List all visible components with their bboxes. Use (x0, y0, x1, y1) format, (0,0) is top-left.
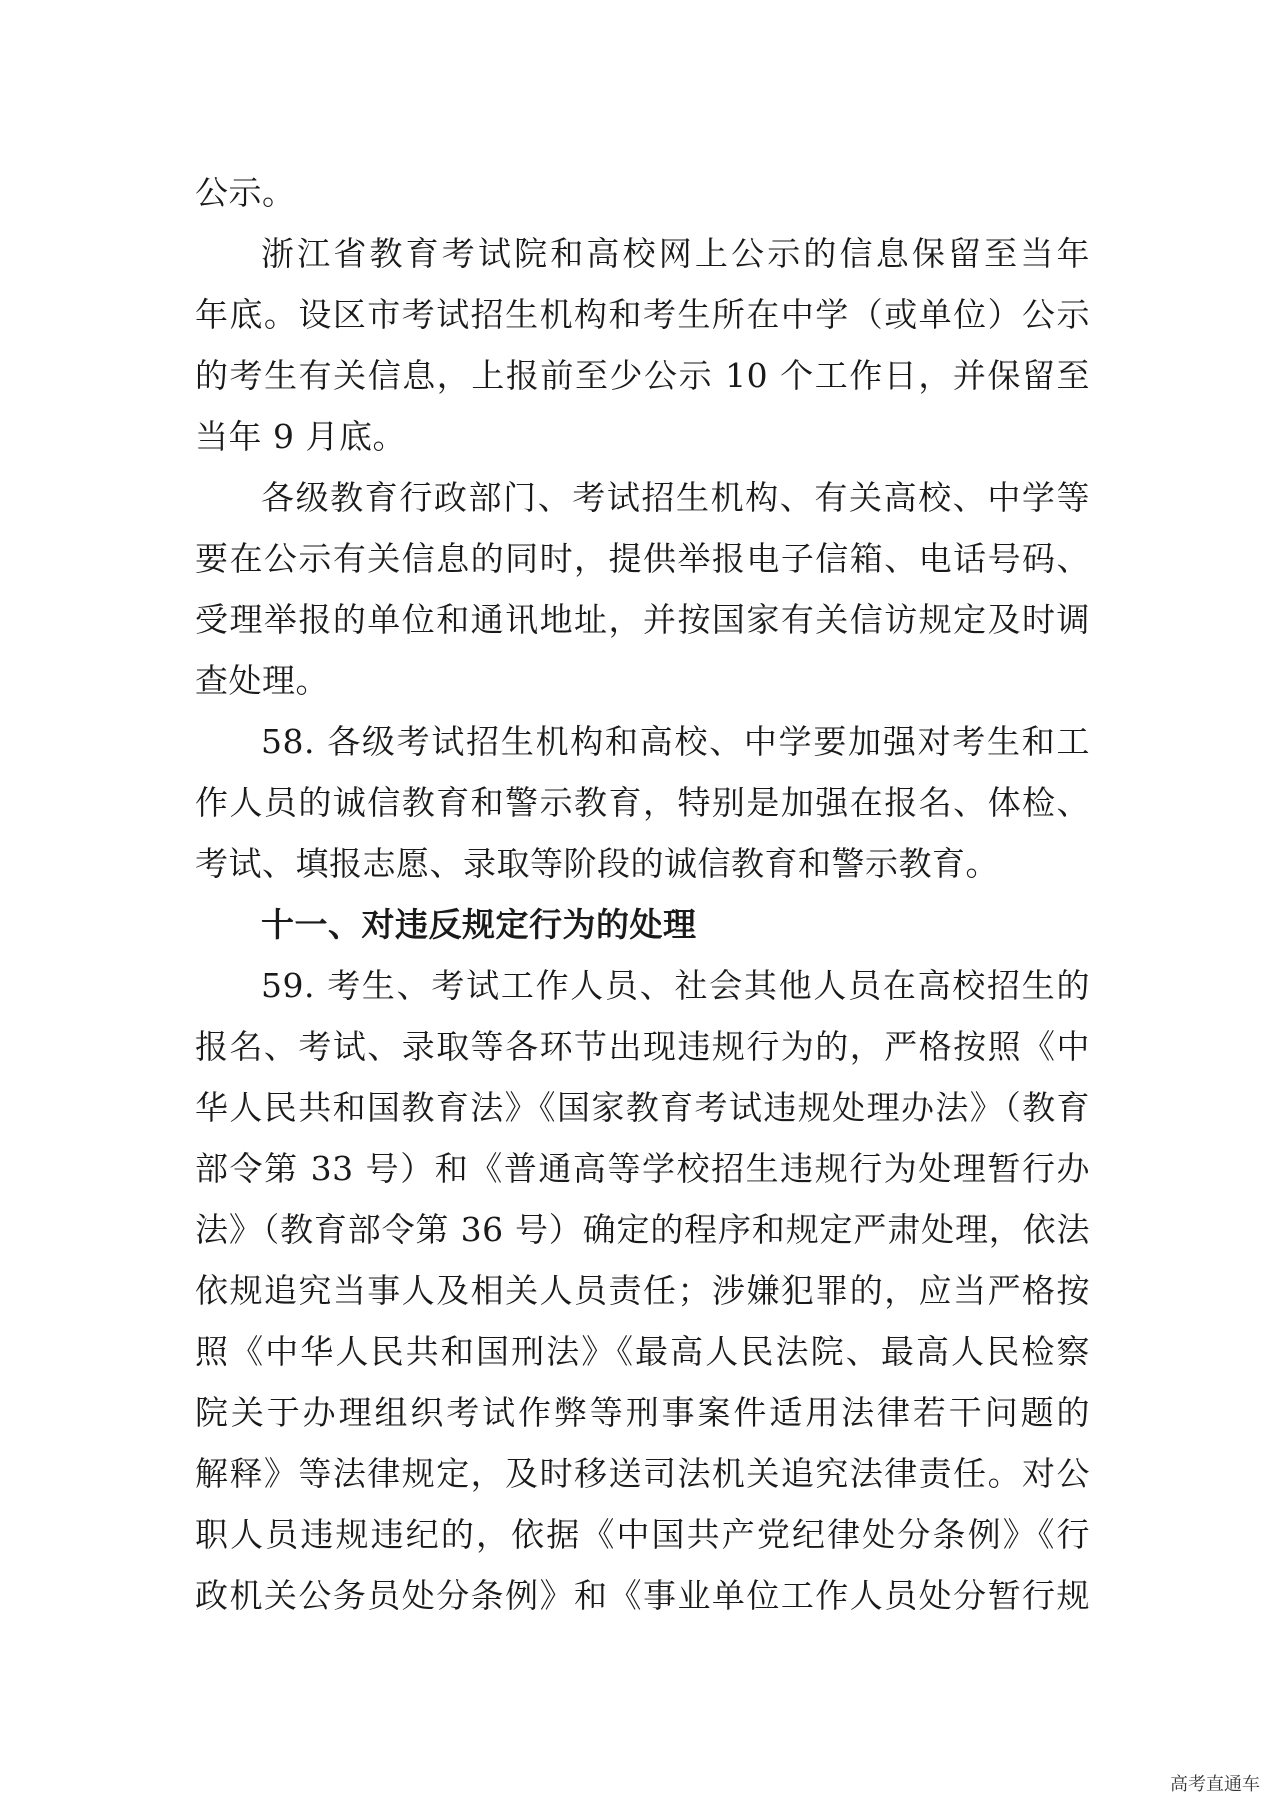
text-line: 作人员的诚信教育和警示教育，特别是加强在报名、体检、 (195, 783, 1090, 822)
text-line: 年底。设区市考试招生机构和考生所在中学（或单位）公示 (195, 295, 1090, 334)
text-line: 依规追究当事人及相关人员责任；涉嫌犯罪的，应当严格按 (195, 1271, 1090, 1310)
text-line: 浙江省教育考试院和高校网上公示的信息保留至当年 (261, 234, 1090, 273)
text-line: 职人员违规违纪的，依据《中国共产党纪律处分条例》《行 (195, 1515, 1090, 1554)
text-line: 解释》等法律规定，及时移送司法机关追究法律责任。对公 (195, 1454, 1090, 1493)
text-line: 59. 考生、考试工作人员、社会其他人员在高校招生的 (261, 966, 1090, 1005)
text-line: 要在公示有关信息的同时，提供举报电子信箱、电话号码、 (195, 539, 1090, 578)
text-line: 考试、填报志愿、录取等阶段的诚信教育和警示教育。 (195, 844, 999, 883)
text-line: 报名、考试、录取等各环节出现违规行为的，严格按照《中 (195, 1027, 1090, 1066)
text-line: 查处理。 (195, 661, 329, 700)
section-heading: 十一、对违反规定行为的处理 (261, 905, 697, 944)
text-line: 照《中华人民共和国刑法》《最高人民法院、最高人民检察 (195, 1332, 1090, 1371)
watermark-text: 高考直通车 (1170, 1774, 1260, 1795)
text-line: 法》（教育部令第 36 号）确定的程序和规定严肃处理，依法 (195, 1210, 1090, 1249)
text-line: 受理举报的单位和通讯地址，并按国家有关信访规定及时调 (195, 600, 1090, 639)
text-line: 公示。 (195, 173, 296, 212)
text-line: 的考生有关信息，上报前至少公示 10 个工作日，并保留至 (195, 356, 1090, 395)
document-page (195, 162, 1090, 1626)
text-line: 政机关公务员处分条例》和《事业单位工作人员处分暂行规 (195, 1576, 1090, 1615)
text-line: 部令第 33 号）和《普通高等学校招生违规行为处理暂行办 (195, 1149, 1090, 1188)
text-line: 各级教育行政部门、考试招生机构、有关高校、中学等 (261, 478, 1090, 517)
text-line: 华人民共和国教育法》《国家教育考试违规处理办法》（教育 (195, 1088, 1090, 1127)
text-line: 58. 各级考试招生机构和高校、中学要加强对考生和工 (261, 722, 1090, 761)
text-line: 院关于办理组织考试作弊等刑事案件适用法律若干问题的 (195, 1393, 1090, 1432)
text-line: 当年 9 月底。 (195, 417, 406, 456)
